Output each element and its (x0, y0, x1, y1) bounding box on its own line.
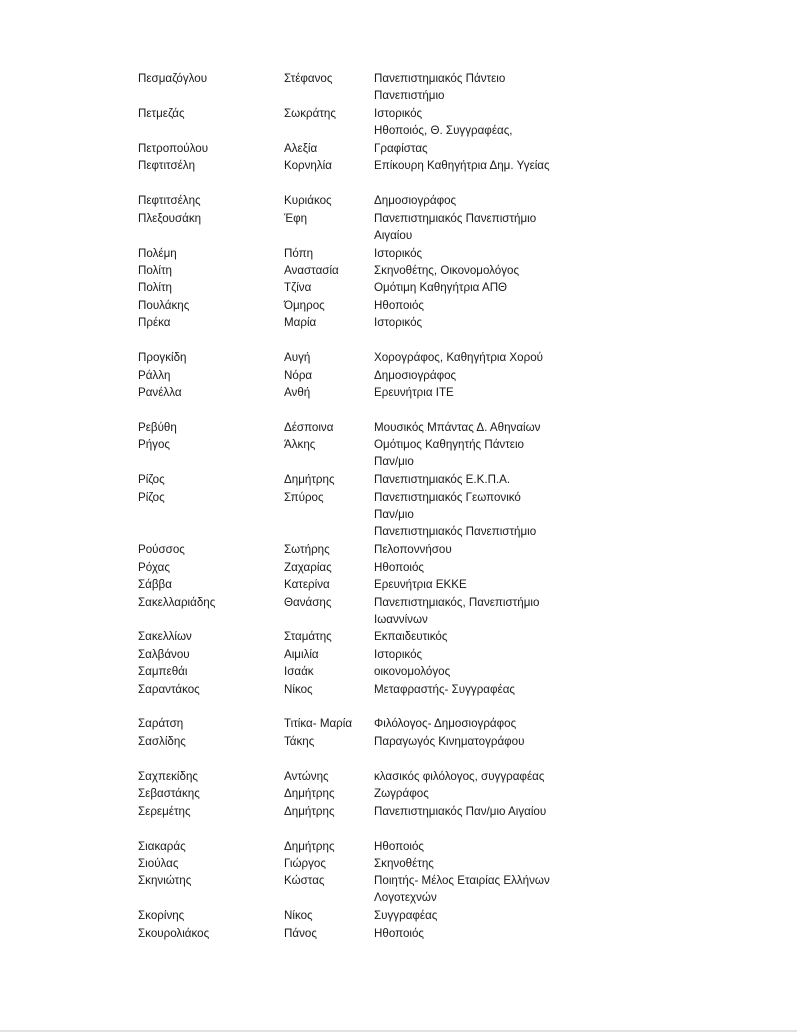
occupation (374, 157, 550, 174)
occupation-line: Πανεπιστημιακός Ε.Κ.Π.Α. (374, 472, 511, 486)
first-name: Στέφανος (284, 72, 333, 85)
occupation-line: Πανεπιστημιακός, Πανεπιστήμιο (374, 595, 540, 609)
occupation-line: Πανεπιστημιακός Πανεπιστήμιο (374, 211, 537, 225)
occupation-line: Ηθοποιός (374, 839, 424, 853)
last-name: Πλεξουσάκη (138, 211, 202, 225)
last-name: Σαλβάνου (138, 647, 190, 661)
occupation (374, 559, 424, 576)
occupation (374, 297, 424, 314)
last-name: Ρεβύθη (138, 420, 177, 434)
occupation-line: Παν/μιο (374, 455, 414, 469)
first-name: Κορνηλία (284, 159, 332, 172)
occupation (374, 576, 467, 593)
first-name: Αυγή (284, 350, 311, 364)
last-name: Ρούσσος (138, 543, 185, 556)
last-name: Ρόχας (138, 560, 170, 574)
occupation (374, 838, 424, 855)
occupation (374, 785, 429, 802)
last-name: Πετροπούλου (138, 141, 209, 155)
last-name: Ράλλη (138, 368, 171, 382)
first-name: Όμηρος (284, 298, 325, 312)
occupation-line: Ιστορικός (374, 106, 423, 120)
occupation-line: Ερευνήτρια ΙΤΕ (374, 385, 454, 399)
occupation (374, 384, 454, 401)
occupation-line: Επίκουρη Καθηγήτρια Δημ. Υγείας (374, 159, 550, 172)
occupation-line: Πελοποννήσου (374, 543, 452, 556)
occupation-line: Σκηνοθέτης, Οικονομολόγος (374, 263, 520, 277)
first-name: Σταμάτης (284, 629, 332, 643)
first-name: Ανθή (284, 385, 311, 399)
occupation (374, 715, 516, 732)
last-name: Πεφτιτσέλη (138, 159, 196, 172)
occupation (374, 541, 452, 558)
first-name: Άλκης (284, 438, 316, 451)
first-name: Γιώργος (284, 856, 326, 870)
first-name: Ισαάκ (284, 665, 314, 678)
last-name: Ρανέλλα (138, 385, 182, 399)
occupation-line: Ιστορικός (374, 315, 423, 329)
first-name: Δημήτρης (284, 472, 335, 486)
occupation-line: Σκηνοθέτης (374, 856, 434, 870)
last-name: Ρίζος (138, 490, 165, 504)
occupation-line: Πανεπιστημιακός Γεωπονικό (374, 490, 521, 504)
occupation (374, 872, 550, 907)
first-name: Αντώνης (284, 769, 329, 783)
occupation-line: Πανεπιστημιακός Πανεπιστήμιο (374, 525, 537, 539)
occupation-line: Ηθοποιός (374, 298, 424, 312)
occupation-line: Πανεπιστημιακός Παν/μιο Αιγαίου (374, 804, 547, 818)
occupation (374, 803, 546, 820)
occupation (374, 663, 450, 680)
first-name: Δημήτρης (284, 839, 335, 853)
last-name: Σακελλίων (138, 629, 192, 643)
occupation-line: Εκπαιδευτικός (374, 629, 448, 643)
occupation-line: Πανεπιστήμιο (374, 89, 445, 103)
occupation (374, 70, 505, 105)
occupation (374, 314, 422, 331)
last-name: Πολίτη (138, 281, 172, 294)
last-name: Σακελλαριάδης (138, 595, 216, 609)
occupation-line: Δημοσιογράφος (374, 193, 457, 207)
last-name: Πεφτιτσέλης (138, 193, 201, 207)
first-name: Σωκράτης (284, 106, 336, 120)
last-name: Σαράτση (138, 716, 184, 730)
occupation (374, 628, 447, 645)
last-name: Σκουρολιάκος (138, 926, 210, 940)
occupation-line: Λογοτεχνών (374, 891, 437, 905)
first-name: Τάκης (284, 734, 315, 748)
first-name: Νίκος (284, 682, 313, 696)
occupation-line: Χορογράφος, Καθηγήτρια Χορού (374, 350, 543, 364)
occupation-line: Ιστορικός (374, 647, 423, 661)
last-name: Σαμπεθάι (138, 665, 188, 678)
first-name: Πάνος (284, 926, 317, 940)
occupation (374, 245, 422, 262)
occupation (374, 855, 434, 872)
first-name: Θανάσης (284, 595, 332, 609)
first-name: Αιμιλία (284, 647, 319, 661)
occupation (374, 925, 424, 942)
occupation-line: Μεταφραστής- Συγγραφέας (374, 682, 515, 696)
last-name: Πουλάκης (138, 298, 190, 312)
first-name: Μαρία (284, 315, 317, 329)
first-name: Κώστας (284, 874, 325, 887)
first-name: Δημήτρης (284, 804, 335, 818)
first-name: Κατερίνα (284, 577, 330, 591)
last-name: Πεσμαζόγλου (138, 72, 208, 85)
occupation (374, 768, 544, 785)
occupation-line: Ιωαννίνων (374, 612, 428, 626)
occupation-line: Πανεπιστημιακός Πάντειο (374, 72, 506, 85)
first-name: Νίκος (284, 908, 313, 922)
occupation-line: Συγγραφέας (374, 908, 438, 922)
first-name: Αναστασία (284, 263, 339, 277)
first-name: Δέσποινα (284, 420, 334, 434)
last-name: Σκηνιώτης (138, 874, 192, 887)
occupation (374, 419, 540, 436)
occupation-line: Φιλόλογος- Δημοσιογράφος (374, 716, 517, 730)
occupation (374, 105, 513, 140)
first-name: Αλεξία (284, 141, 318, 155)
last-name: Σκορίνης (138, 908, 185, 922)
occupation-line: Αιγαίου (374, 228, 413, 242)
occupation-line: Ομότιμη Καθηγήτρια ΑΠΘ (374, 281, 508, 294)
occupation-line: Ομότιμος Καθηγητής Πάντειο (374, 438, 524, 451)
last-name: Σαχπεκίδης (138, 769, 198, 783)
first-name: Ζαχαρίας (284, 560, 332, 574)
first-name: Έφη (284, 211, 308, 225)
last-name: Σιούλας (138, 856, 179, 870)
occupation-line: Ερευνήτρια ΕΚΚΕ (374, 577, 467, 591)
last-name: Σάββα (138, 577, 172, 591)
occupation-line: Γραφίστας (374, 141, 428, 155)
occupation-line: Δημοσιογράφος (374, 368, 457, 382)
occupation-line: Ποιητής- Μέλος Εταιρίας Ελλήνων (374, 874, 550, 887)
first-name: Σπύρος (284, 490, 324, 504)
occupation (374, 210, 536, 245)
first-name: Τζίνα (284, 281, 312, 294)
last-name: Πολίτη (138, 263, 172, 277)
occupation (374, 646, 422, 663)
occupation-line: Ηθοποιός (374, 926, 424, 940)
first-name: Πόπη (284, 246, 314, 260)
occupation-line: Παν/μιο (374, 507, 414, 521)
occupation (374, 489, 536, 541)
last-name: Πετμεζάς (138, 106, 185, 120)
occupation (374, 279, 507, 296)
last-name: Πρέκα (138, 315, 171, 329)
occupation (374, 367, 456, 384)
occupation-line: Ζωγράφος (374, 787, 429, 800)
occupation (374, 681, 515, 698)
last-name: Σαραντάκος (138, 682, 200, 696)
last-name: Σασλίδης (138, 734, 186, 748)
occupation (374, 140, 428, 157)
first-name: Σωτήρης (284, 543, 330, 556)
occupation-line: κλασικός φιλόλογος, συγγραφέας (374, 769, 545, 783)
first-name: Τιτίκα- Μαρία (284, 716, 353, 730)
last-name: Πολέμη (138, 246, 177, 260)
occupation (374, 471, 510, 488)
occupation-line: Μουσικός Μπάντας Δ. Αθηναίων (374, 420, 541, 434)
last-name: Προγκίδη (138, 350, 187, 364)
occupation (374, 907, 437, 924)
first-name: Δημήτρης (284, 787, 335, 800)
occupation-line: οικονομολόγος (374, 665, 451, 678)
first-name: Νόρα (284, 368, 313, 382)
occupation (374, 594, 539, 629)
first-name: Κυριάκος (284, 193, 332, 207)
occupation (374, 262, 519, 279)
occupation-line: Παραγωγός Κινηματογράφου (374, 734, 525, 748)
occupation (374, 192, 456, 209)
last-name: Ρίζος (138, 472, 165, 486)
last-name: Σερεμέτης (138, 804, 191, 818)
occupation (374, 733, 524, 750)
last-name: Σεβαστάκης (138, 787, 200, 800)
occupation (374, 349, 543, 366)
occupation (374, 436, 524, 471)
last-name: Ρήγος (138, 438, 171, 451)
occupation-line: Ηθοποιός (374, 560, 424, 574)
last-name: Σιακαράς (138, 839, 186, 853)
occupation-line: Ιστορικός (374, 246, 423, 260)
occupation-line: Ηθοποιός, Θ. Συγγραφέας, (374, 123, 513, 137)
